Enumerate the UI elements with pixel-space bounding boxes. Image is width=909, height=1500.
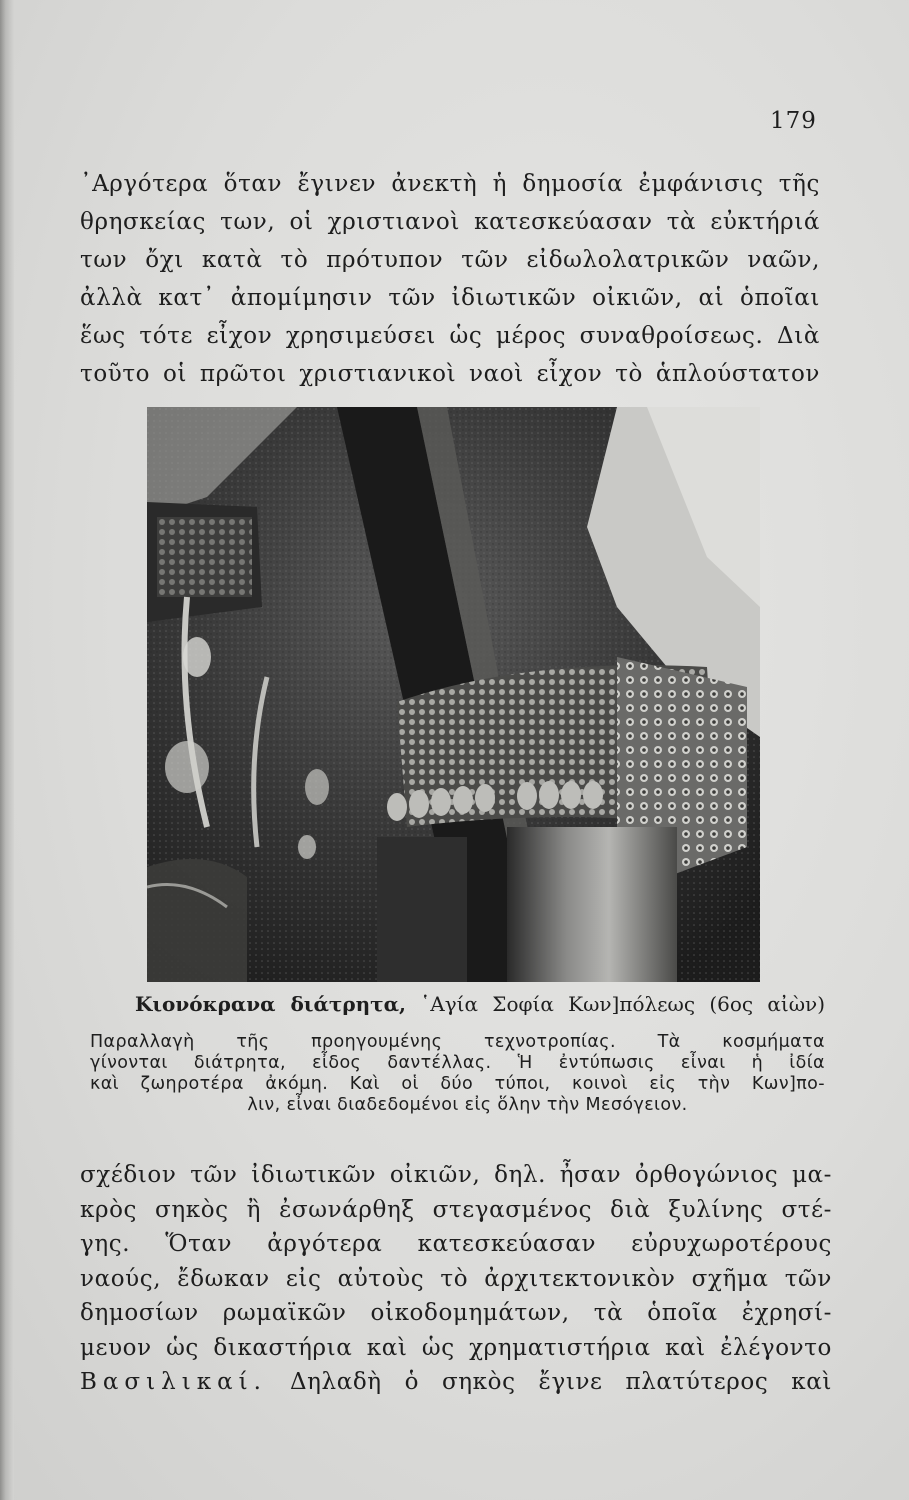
text-line: ἕως τότε εἶχον χρησιμεύσει ὡς μέρος συναθροίσεως. Διὰ xyxy=(80,323,820,349)
text-line-last xyxy=(80,1365,832,1400)
page-binding-edge xyxy=(0,0,14,1500)
caption-line: λιν, εἶναι διαδεδομένοι εἰς ὅλην τὴν Μεσόγειον. xyxy=(247,1095,688,1115)
text-line: δημοσίων ρωμαϊκῶν οἰκοδομημάτων, τὰ ὁποῖα ἐχρησί- xyxy=(80,1300,832,1326)
text-line: των ὄχι κατὰ τὸ πρότυπον τῶν εἰδωλολατρικῶν ναῶν, xyxy=(80,247,820,273)
caption-title-rest: ῾Αγία Σοφία Κων]πόλεως (6ος αἰὼν) xyxy=(420,992,826,1016)
figure-caption-title xyxy=(135,990,825,1018)
text-line: σχέδιον τῶν ἰδιωτικῶν οἰκιῶν, δηλ. ἦσαν ὀρθογώνιος μα- xyxy=(80,1162,832,1188)
text-line: ἀλλὰ κατ᾿ ἀπομίμησιν τῶν ἰδιωτικῶν οἰκιῶν, αἱ ὁποῖαι xyxy=(80,285,820,311)
last-line-rest: Δηλαδὴ ὁ σηκὸς ἔγινε πλατύτερος καὶ xyxy=(289,1369,832,1395)
caption-line: γίνονται διάτρητα, εἶδος δαντέλλας. Ἡ ἐντύπωσις εἶναι ἡ ἰδία xyxy=(90,1053,825,1073)
caption-line: Παραλλαγὴ τῆς προηγουμένης τεχνοτροπίας. Τὰ κοσμήματα xyxy=(90,1032,825,1052)
page-number: 179 xyxy=(770,108,817,134)
figure-caption-body xyxy=(90,1032,825,1116)
top-paragraph xyxy=(80,165,820,393)
text-line: κρὸς σηκὸς ἢ ἐσωνάρθηξ στεγασμένος διὰ ξυλίνης στέ- xyxy=(80,1196,832,1223)
text-line: θρησκείας των, οἱ χριστιανοὶ κατεσκεύασαν τὰ εὐκτήριά xyxy=(80,209,820,235)
spaced-word-basilikai: Βασιλικαί. xyxy=(80,1369,267,1395)
text-line: γης. Ὅταν ἀργότερα κατεσκεύασαν εὐρυχωροτέρους xyxy=(80,1231,832,1257)
text-line: τοῦτο οἱ πρῶτοι χριστιανικοὶ ναοὶ εἶχον τὸ ἁπλούστατον xyxy=(80,361,820,387)
text-line: ᾿Αργότερα ὅταν ἔγινεν ἀνεκτὴ ἡ δημοσία ἐμφάνισις τῆς xyxy=(80,171,820,197)
text-line: ναούς, ἔδωκαν εἰς αὐτοὺς τὸ ἀρχιτεκτονικὸν σχῆμα τῶν xyxy=(80,1265,832,1292)
bottom-paragraph xyxy=(80,1158,832,1400)
caption-line: καὶ ζωηροτέρα ἀκόμη. Καὶ οἱ δύο τύποι, κοινοὶ εἰς τὴν Κων]πο- xyxy=(90,1074,825,1094)
text-line: μευον ὡς δικαστήρια καὶ ὡς χρηματιστήρια καὶ ἐλέγοντο xyxy=(80,1334,832,1361)
capital-photograph xyxy=(147,407,760,982)
caption-title-bold: Κιονόκρανα διάτρητα, xyxy=(135,992,406,1016)
